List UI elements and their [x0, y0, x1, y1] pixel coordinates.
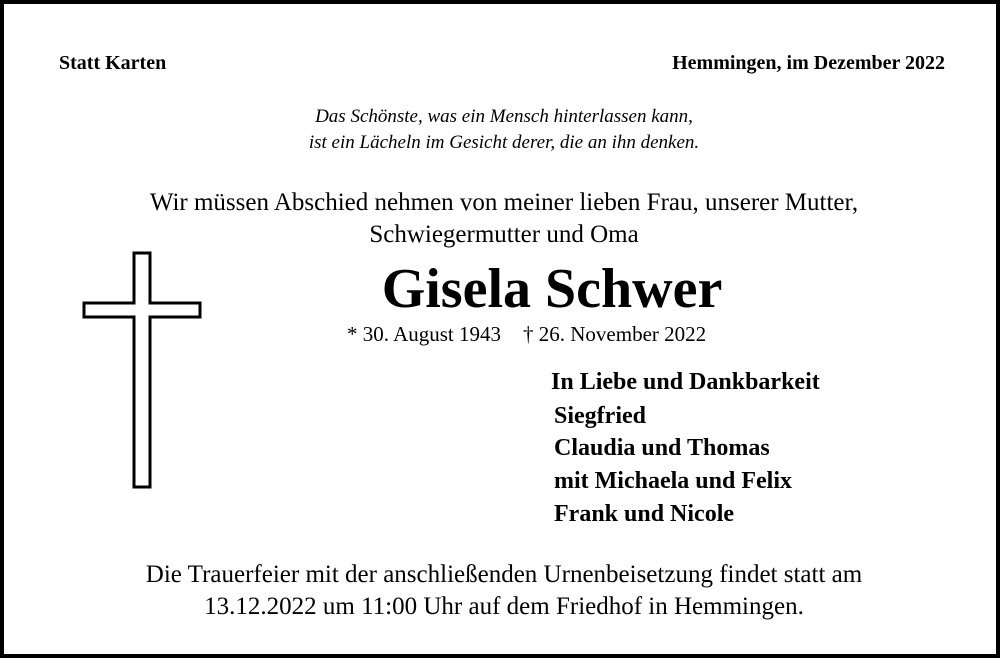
death-date: † 26. November 2022	[523, 322, 707, 346]
header-place-date: Hemmingen, im Dezember 2022	[672, 52, 945, 74]
deceased-name: Gisela Schwer	[381, 258, 723, 320]
birth-date: * 30. August 1943	[347, 322, 502, 346]
header-left-text: Statt Karten	[59, 52, 167, 74]
ceremony-line-2: 13.12.2022 um 11:00 Uhr auf dem Friedhof in Hemmingen.	[204, 593, 804, 620]
family-member: Claudia und Thomas	[554, 435, 770, 461]
intro-line-2: Schwiegermutter und Oma	[369, 221, 639, 248]
quote-line-1: Das Schönste, was ein Mensch hinterlassen kann,	[315, 106, 693, 127]
family-heading: In Liebe und Dankbarkeit	[551, 369, 820, 395]
life-dates	[347, 322, 706, 347]
family-member: Siegfried	[554, 403, 646, 429]
ceremony-line-1: Die Trauerfeier mit der anschließenden Urnenbeisetzung findet statt am	[145, 561, 863, 588]
family-member: Frank und Nicole	[554, 501, 735, 527]
quote-line-2: ist ein Lächeln im Gesicht derer, die an ihn denken.	[308, 132, 700, 153]
family-member: mit Michaela und Felix	[554, 468, 792, 494]
intro-line-1: Wir müssen Abschied nehmen von meiner lieben Frau, unserer Mutter,	[149, 189, 859, 216]
